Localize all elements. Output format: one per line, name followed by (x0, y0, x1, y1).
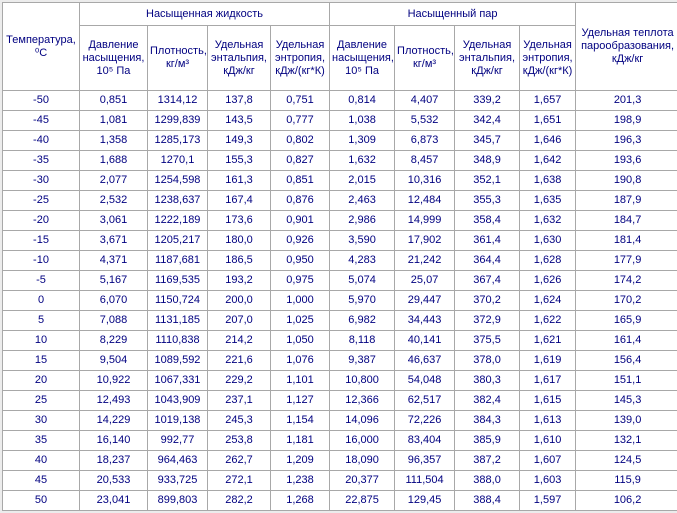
vapor-pressure-header: Давление насыщения, 10⁵ Па (330, 26, 395, 91)
table-row (3, 391, 677, 411)
table-cell: 1,358 (80, 131, 148, 151)
table-cell: 196,3 (576, 131, 677, 151)
table-cell: 190,8 (576, 171, 677, 191)
table-cell: 145,3 (576, 391, 677, 411)
table-cell: -35 (3, 151, 80, 171)
table-cell: 2,986 (330, 211, 395, 231)
table-row (3, 211, 677, 231)
table-cell: 6,982 (330, 311, 395, 331)
table-row (3, 431, 677, 451)
table-cell: 1169,535 (148, 271, 208, 291)
table-row (3, 411, 677, 431)
table-cell: 174,2 (576, 271, 677, 291)
table-cell: 170,2 (576, 291, 677, 311)
table-cell: 8,229 (80, 331, 148, 351)
liquid-density-header: Плотность, кг/м³ (148, 26, 208, 91)
table-cell: 1,638 (520, 171, 576, 191)
table-cell: 1238,637 (148, 191, 208, 211)
table-cell: 1,025 (271, 311, 330, 331)
table-cell: 1,597 (520, 491, 576, 511)
table-cell: 187,9 (576, 191, 677, 211)
table-cell: 3,590 (330, 231, 395, 251)
table-cell: 10,922 (80, 371, 148, 391)
table-cell: 54,048 (395, 371, 455, 391)
table-cell: 372,9 (455, 311, 520, 331)
table-cell: 370,2 (455, 291, 520, 311)
table-cell: 0,802 (271, 131, 330, 151)
table-cell: 14,096 (330, 411, 395, 431)
table-cell: 5,167 (80, 271, 148, 291)
table-cell: 382,4 (455, 391, 520, 411)
table-cell: 0,926 (271, 231, 330, 251)
table-cell: 45 (3, 471, 80, 491)
table-cell: 7,088 (80, 311, 148, 331)
table-cell: 282,2 (208, 491, 271, 511)
table-cell: 1,628 (520, 251, 576, 271)
table-cell: -50 (3, 91, 80, 111)
table-cell: 10 (3, 331, 80, 351)
table-row (3, 331, 677, 351)
table-cell: 12,493 (80, 391, 148, 411)
table-cell: 262,7 (208, 451, 271, 471)
table-cell: 1,626 (520, 271, 576, 291)
table-cell: 200,0 (208, 291, 271, 311)
table-cell: 899,803 (148, 491, 208, 511)
table-cell: 16,140 (80, 431, 148, 451)
table-cell: 149,3 (208, 131, 271, 151)
table-cell: 177,9 (576, 251, 677, 271)
table-cell: 8,118 (330, 331, 395, 351)
table-cell: 1150,724 (148, 291, 208, 311)
table-cell: 1299,839 (148, 111, 208, 131)
table-cell: 50 (3, 491, 80, 511)
liquid-pressure-header: Давление насыщения, 10⁵ Па (80, 26, 148, 91)
table-cell: 221,6 (208, 351, 271, 371)
table-cell: 0,851 (271, 171, 330, 191)
table-cell: -25 (3, 191, 80, 211)
table-cell: 0,950 (271, 251, 330, 271)
group-header-saturated-vapor: Насыщенный пар (330, 3, 576, 26)
vapor-density-header: Плотность, кг/м³ (395, 26, 455, 91)
table-row (3, 91, 677, 111)
table-cell: 1,632 (330, 151, 395, 171)
table-cell: 12,366 (330, 391, 395, 411)
table-cell: 1205,217 (148, 231, 208, 251)
table-cell: 198,9 (576, 111, 677, 131)
table-cell: 1,607 (520, 451, 576, 471)
table-cell: 115,9 (576, 471, 677, 491)
table-cell: 12,484 (395, 191, 455, 211)
table-cell: 339,2 (455, 91, 520, 111)
table-cell: 1019,138 (148, 411, 208, 431)
table-cell: 345,7 (455, 131, 520, 151)
table-cell: 25 (3, 391, 80, 411)
table-row (3, 271, 677, 291)
table-cell: 1,613 (520, 411, 576, 431)
table-cell: 173,6 (208, 211, 271, 231)
table-cell: 352,1 (455, 171, 520, 191)
table-cell: 355,3 (455, 191, 520, 211)
table-cell: 10,800 (330, 371, 395, 391)
table-cell: -20 (3, 211, 80, 231)
table-cell: 20,533 (80, 471, 148, 491)
table-cell: 1131,185 (148, 311, 208, 331)
table-cell: 253,8 (208, 431, 271, 451)
table-cell: 0,851 (80, 91, 148, 111)
group-header-row (3, 3, 677, 26)
table-cell: 245,3 (208, 411, 271, 431)
table-cell: 384,3 (455, 411, 520, 431)
table-cell: 2,532 (80, 191, 148, 211)
table-cell: 151,1 (576, 371, 677, 391)
table-cell: 375,5 (455, 331, 520, 351)
table-cell: -45 (3, 111, 80, 131)
table-cell: 1,000 (271, 291, 330, 311)
table-cell: 193,6 (576, 151, 677, 171)
table-cell: 1,603 (520, 471, 576, 491)
table-cell: 3,671 (80, 231, 148, 251)
table-cell: 201,3 (576, 91, 677, 111)
table-cell: 964,463 (148, 451, 208, 471)
table-cell: 1,635 (520, 191, 576, 211)
table-row (3, 251, 677, 271)
table-cell: 1314,12 (148, 91, 208, 111)
table-cell: 161,3 (208, 171, 271, 191)
temperature-column-header: Температура, ⁰С (3, 3, 80, 91)
table-cell: 6,070 (80, 291, 148, 311)
table-row (3, 171, 677, 191)
table-cell: 1,209 (271, 451, 330, 471)
table-cell: 21,242 (395, 251, 455, 271)
table-cell: 46,637 (395, 351, 455, 371)
table-cell: 167,4 (208, 191, 271, 211)
table-cell: 1110,838 (148, 331, 208, 351)
table-header (3, 3, 677, 91)
table-cell: 1285,173 (148, 131, 208, 151)
liquid-enthalpy-header: Удельная энтальпия, кДж/кг (208, 26, 271, 91)
table-cell: 1,154 (271, 411, 330, 431)
table-cell: 229,2 (208, 371, 271, 391)
table-cell: 207,0 (208, 311, 271, 331)
table-cell: 165,9 (576, 311, 677, 331)
table-cell: 143,5 (208, 111, 271, 131)
table-cell: 992,77 (148, 431, 208, 451)
table-cell: 361,4 (455, 231, 520, 251)
table-cell: 0,876 (271, 191, 330, 211)
table-cell: 1,657 (520, 91, 576, 111)
table-row (3, 491, 677, 511)
heat-of-vaporization-column-header: Удельная теплота парообразования, кДж/кг (576, 3, 677, 91)
table-cell: 1,630 (520, 231, 576, 251)
table-cell: 1089,592 (148, 351, 208, 371)
table-cell: 6,873 (395, 131, 455, 151)
table-cell: 1,081 (80, 111, 148, 131)
table-cell: 18,090 (330, 451, 395, 471)
table-cell: 83,404 (395, 431, 455, 451)
table-cell: 1043,909 (148, 391, 208, 411)
table-cell: 139,0 (576, 411, 677, 431)
table-cell: 2,077 (80, 171, 148, 191)
table-cell: 40 (3, 451, 80, 471)
table-row (3, 131, 677, 151)
table-cell: 184,7 (576, 211, 677, 231)
table-cell: 385,9 (455, 431, 520, 451)
table-cell: 1,622 (520, 311, 576, 331)
table-cell: 1222,189 (148, 211, 208, 231)
table-cell: 214,2 (208, 331, 271, 351)
table-cell: 20,377 (330, 471, 395, 491)
table-cell: 5,532 (395, 111, 455, 131)
table-cell: 34,443 (395, 311, 455, 331)
table-cell: 193,2 (208, 271, 271, 291)
table-cell: 137,8 (208, 91, 271, 111)
table-cell: 1,632 (520, 211, 576, 231)
table-cell: 378,0 (455, 351, 520, 371)
table-row (3, 471, 677, 491)
table-cell: -30 (3, 171, 80, 191)
vapor-enthalpy-header: Удельная энтальпия, кДж/кг (455, 26, 520, 91)
table-cell: -40 (3, 131, 80, 151)
table-cell: 1,621 (520, 331, 576, 351)
table-cell: 1,268 (271, 491, 330, 511)
table-cell: 388,4 (455, 491, 520, 511)
table-cell: 2,015 (330, 171, 395, 191)
table-cell: 4,371 (80, 251, 148, 271)
table-cell: 1,617 (520, 371, 576, 391)
table-cell: 9,504 (80, 351, 148, 371)
liquid-entropy-header: Удельная энтропия, кДж/(кг*К) (271, 26, 330, 91)
table-cell: 1,101 (271, 371, 330, 391)
table-cell: 129,45 (395, 491, 455, 511)
table-cell: 25,07 (395, 271, 455, 291)
table-body (3, 91, 677, 511)
table-cell: 156,4 (576, 351, 677, 371)
table-row (3, 451, 677, 471)
table-cell: 20 (3, 371, 80, 391)
table-cell: 1,619 (520, 351, 576, 371)
table-cell: 180,0 (208, 231, 271, 251)
table-cell: 367,4 (455, 271, 520, 291)
table-cell: 1187,681 (148, 251, 208, 271)
table-cell: 30 (3, 411, 80, 431)
table-cell: 5 (3, 311, 80, 331)
table-cell: 8,457 (395, 151, 455, 171)
table-cell: 10,316 (395, 171, 455, 191)
table-cell: 237,1 (208, 391, 271, 411)
table-cell: 72,226 (395, 411, 455, 431)
table-cell: 388,0 (455, 471, 520, 491)
table-cell: 1,688 (80, 151, 148, 171)
table-cell: 1,615 (520, 391, 576, 411)
table-row (3, 111, 677, 131)
table-cell: 0,827 (271, 151, 330, 171)
table-cell: -5 (3, 271, 80, 291)
table-cell: 132,1 (576, 431, 677, 451)
table-row (3, 191, 677, 211)
table-cell: 380,3 (455, 371, 520, 391)
table-cell: 5,074 (330, 271, 395, 291)
table-cell: 0,814 (330, 91, 395, 111)
table-cell: 181,4 (576, 231, 677, 251)
table-cell: 29,447 (395, 291, 455, 311)
table-cell: 364,4 (455, 251, 520, 271)
table-cell: 161,4 (576, 331, 677, 351)
properties-table (2, 2, 677, 511)
table-cell: 62,517 (395, 391, 455, 411)
table-cell: 155,3 (208, 151, 271, 171)
table-row (3, 371, 677, 391)
table-row (3, 351, 677, 371)
table-cell: 1,309 (330, 131, 395, 151)
table-cell: 40,141 (395, 331, 455, 351)
table-cell: 1,624 (520, 291, 576, 311)
table-cell: 1,646 (520, 131, 576, 151)
table-cell: 933,725 (148, 471, 208, 491)
table-cell: 1,038 (330, 111, 395, 131)
table-cell: 17,902 (395, 231, 455, 251)
table-cell: 1,651 (520, 111, 576, 131)
vapor-entropy-header: Удельная энтропия, кДж/(кг*К) (520, 26, 576, 91)
table-cell: 1270,1 (148, 151, 208, 171)
table-row (3, 311, 677, 331)
table-cell: 1,181 (271, 431, 330, 451)
table-cell: -10 (3, 251, 80, 271)
table-row (3, 151, 677, 171)
group-header-saturated-liquid: Насыщенная жидкость (80, 3, 330, 26)
table-cell: 35 (3, 431, 80, 451)
table-cell: 1,127 (271, 391, 330, 411)
table-cell: 0,777 (271, 111, 330, 131)
table-row (3, 291, 677, 311)
table-cell: 1,610 (520, 431, 576, 451)
table-cell: 9,387 (330, 351, 395, 371)
table-cell: 22,875 (330, 491, 395, 511)
table-cell: 15 (3, 351, 80, 371)
table-cell: 3,061 (80, 211, 148, 231)
table-cell: 14,229 (80, 411, 148, 431)
table-cell: 0 (3, 291, 80, 311)
table-cell: 387,2 (455, 451, 520, 471)
table-cell: 18,237 (80, 451, 148, 471)
table-cell: 23,041 (80, 491, 148, 511)
table-cell: 358,4 (455, 211, 520, 231)
table-cell: 348,9 (455, 151, 520, 171)
table-cell: 16,000 (330, 431, 395, 451)
table-cell: 0,751 (271, 91, 330, 111)
table-cell: 0,901 (271, 211, 330, 231)
table-cell: 2,463 (330, 191, 395, 211)
table-cell: 5,970 (330, 291, 395, 311)
table-cell: 111,504 (395, 471, 455, 491)
table-cell: 106,2 (576, 491, 677, 511)
table-cell: 124,5 (576, 451, 677, 471)
table-cell: 14,999 (395, 211, 455, 231)
table-cell: 342,4 (455, 111, 520, 131)
table-cell: 96,357 (395, 451, 455, 471)
table-cell: 1,642 (520, 151, 576, 171)
table-cell: 272,1 (208, 471, 271, 491)
table-cell: -15 (3, 231, 80, 251)
table-cell: 1,050 (271, 331, 330, 351)
table-cell: 1254,598 (148, 171, 208, 191)
table-row (3, 231, 677, 251)
table-cell: 1,238 (271, 471, 330, 491)
table-cell: 1,076 (271, 351, 330, 371)
table-cell: 4,283 (330, 251, 395, 271)
table-cell: 186,5 (208, 251, 271, 271)
table-cell: 4,407 (395, 91, 455, 111)
table-cell: 0,975 (271, 271, 330, 291)
table-cell: 1067,331 (148, 371, 208, 391)
